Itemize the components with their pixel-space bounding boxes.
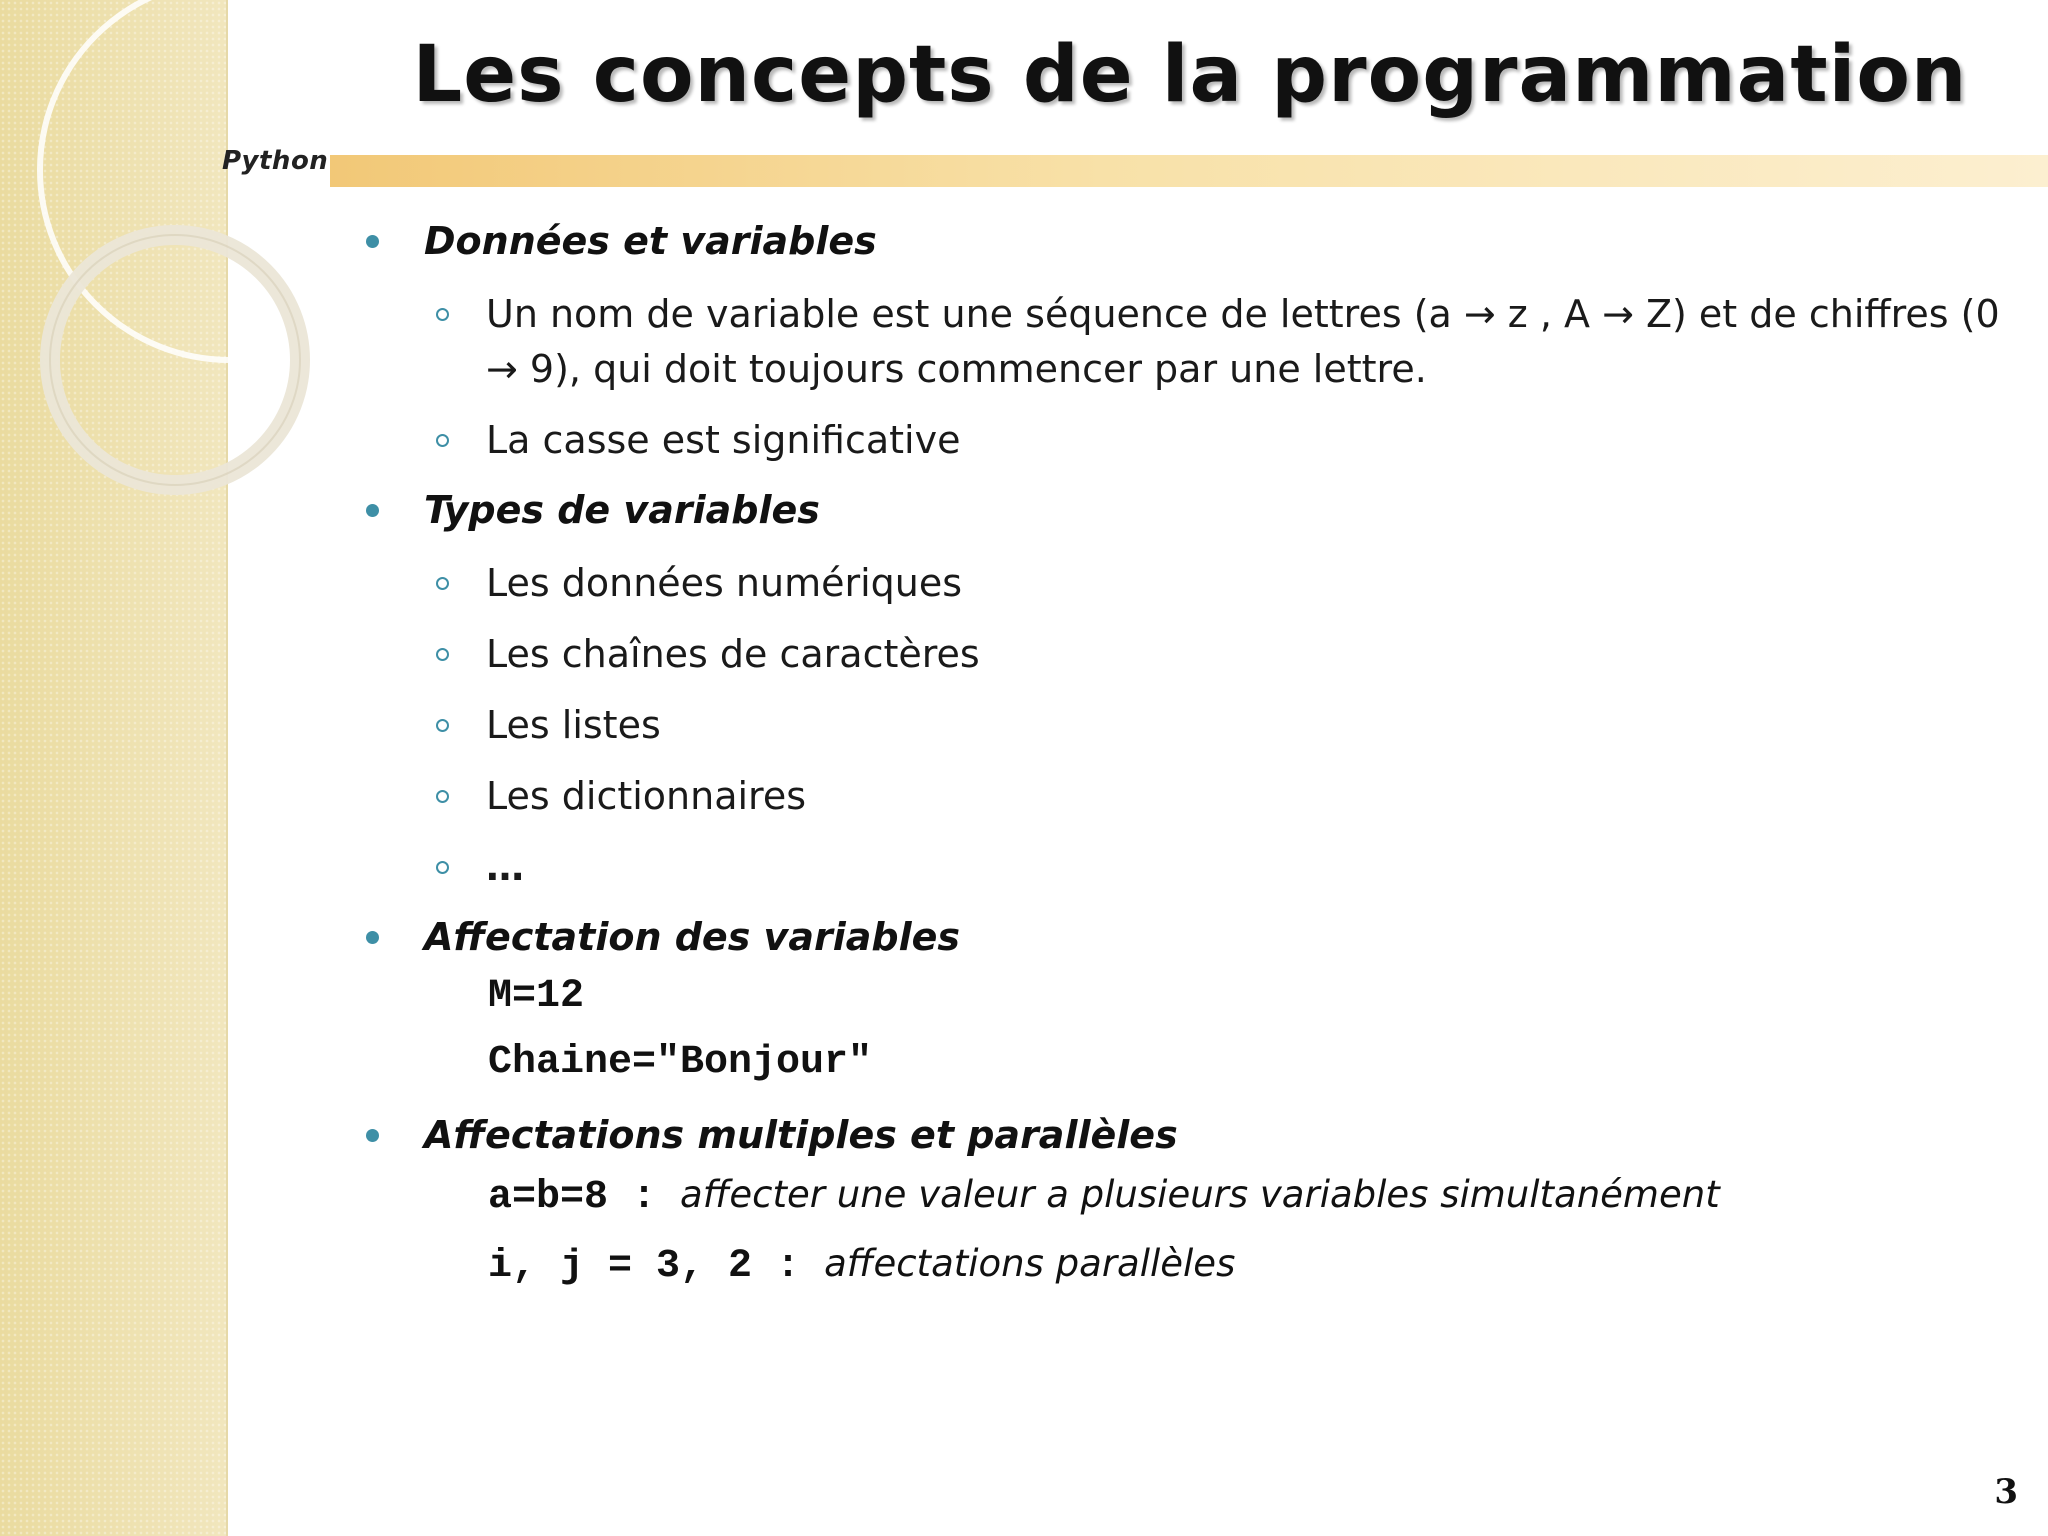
code-desc-line xyxy=(360,1236,2000,1295)
bullet-dot-icon xyxy=(366,504,379,517)
sub-bullet-ring-icon xyxy=(436,790,449,803)
sub-bullet-ring-icon xyxy=(436,434,449,447)
sub-bullet-text: La casse est significative xyxy=(486,418,961,462)
sub-bullet-lists xyxy=(360,698,2000,753)
sub-bullet-text: Les données numériques xyxy=(486,561,963,605)
bullet-heading: Types de variables xyxy=(424,488,820,532)
sub-bullet-strings xyxy=(360,627,2000,682)
sub-bullet-ring-icon xyxy=(436,719,449,732)
sub-bullet-ring-icon xyxy=(436,861,449,874)
code-snippet: a=b=8 : xyxy=(488,1175,657,1220)
sub-bullet-numeric xyxy=(360,556,2000,611)
page-title: Les concepts de la programmation xyxy=(412,30,1968,120)
code-description: affectations parallèles xyxy=(824,1242,1236,1285)
code-desc-line xyxy=(360,1167,2000,1226)
bullet-dot-icon xyxy=(366,235,379,248)
sub-bullet-text: Un nom de variable est une séquence de lettres (a → z , A → Z) et de chiffres (0 → 9), qui doit toujours commencer par une lettre. xyxy=(486,292,2000,391)
slide-content xyxy=(360,215,2000,1305)
bullet-dot-icon xyxy=(366,931,379,944)
page-number: 3 xyxy=(1994,1472,2018,1512)
code-line: Chaine="Bonjour" xyxy=(488,1040,873,1085)
sidebar-decoration xyxy=(0,0,228,1536)
code-line: M=12 xyxy=(488,974,585,1019)
bullet-affectation xyxy=(360,911,2000,963)
bullet-donnees-et-variables xyxy=(360,215,2000,267)
bullet-dot-icon xyxy=(366,1129,379,1142)
sub-bullet-text: Les dictionnaires xyxy=(486,774,807,818)
bullet-heading: Données et variables xyxy=(424,219,877,263)
sub-bullet-ring-icon xyxy=(436,648,449,661)
code-description: affecter une valeur a plusieurs variables simultanément xyxy=(680,1173,1720,1216)
bullet-heading: Affectation des variables xyxy=(424,915,960,959)
bullet-affectations-multiples xyxy=(360,1109,2000,1161)
sub-bullet-ellipsis xyxy=(360,840,2000,895)
sub-bullet-ring-icon xyxy=(436,308,449,321)
header-accent-bar xyxy=(330,155,2048,187)
sub-bullet-text: Les chaînes de caractères xyxy=(486,632,980,676)
code-snippet: i, j = 3, 2 : xyxy=(488,1244,801,1289)
sub-bullet-case-sensitive xyxy=(360,413,2000,468)
sub-bullet-ring-icon xyxy=(436,577,449,590)
sub-bullet-variable-name-rule xyxy=(360,287,2000,397)
bullet-heading: Affectations multiples et parallèles xyxy=(424,1113,1178,1157)
section-label: Python xyxy=(222,146,329,176)
sub-bullet-text: … xyxy=(486,845,524,889)
sub-bullet-text: Les listes xyxy=(486,703,661,747)
bullet-types-de-variables xyxy=(360,484,2000,536)
sub-bullet-dictionaries xyxy=(360,769,2000,824)
